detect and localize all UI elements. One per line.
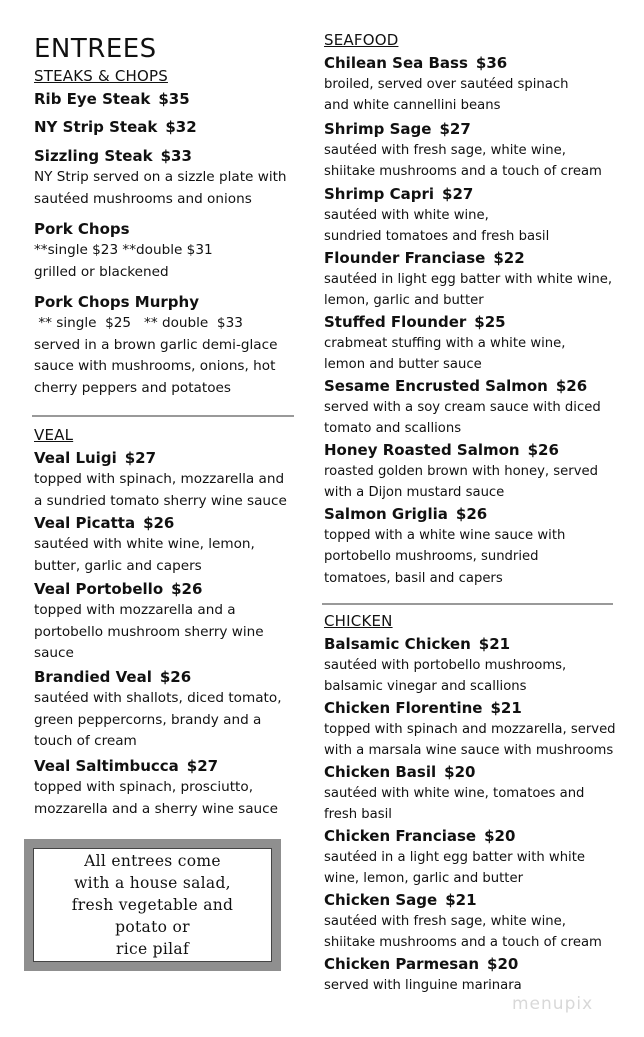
- menu-item-sesame-encrusted-salmon: [324, 376, 601, 440]
- item-name: Shrimp Sage: [324, 120, 432, 138]
- item-price: $20: [444, 763, 476, 781]
- menu-item-ny-strip-steak: [34, 117, 197, 138]
- item-description: served in a brown garlic demi-glace: [34, 336, 278, 353]
- menu-item-chicken-florentine: [324, 698, 616, 762]
- menu-item-rib-eye-steak: [34, 89, 190, 110]
- item-price: $21: [445, 891, 477, 909]
- item-name: Pork Chops Murphy: [34, 293, 199, 311]
- callout-line: All entrees come: [84, 852, 221, 870]
- item-description: sundried tomatoes and fresh basil: [324, 229, 550, 245]
- item-description: sautéed with white wine,: [324, 208, 489, 223]
- item-name: Shrimp Capri: [324, 185, 435, 203]
- item-name: Sizzling Steak: [34, 147, 153, 165]
- item-name: Veal Picatta: [34, 514, 136, 532]
- item-description: wine, lemon, garlic and butter: [324, 871, 523, 887]
- item-name: Sesame Encrusted Salmon: [324, 377, 548, 395]
- section-divider: [322, 603, 613, 605]
- item-price: $35: [158, 90, 190, 108]
- menu-item-veal-portobello: [34, 579, 264, 665]
- menu-item-honey-roasted-salmon: [324, 440, 598, 504]
- item-price: $32: [165, 118, 197, 136]
- item-name: Flounder Franciase: [324, 249, 486, 267]
- item-name: Veal Saltimbucca: [34, 757, 179, 775]
- item-name: Rib Eye Steak: [34, 90, 151, 108]
- item-price: $26: [555, 377, 588, 395]
- item-description: served with linguine marinara: [324, 978, 522, 993]
- item-name: Chicken Basil: [324, 763, 437, 781]
- item-description: sautéed in light egg batter with white wine,: [324, 272, 613, 287]
- menu-item-shrimp-capri: [324, 184, 549, 248]
- item-description: grilled or blackened: [34, 263, 169, 280]
- item-description: sautéed with portobello mushrooms,: [324, 658, 567, 673]
- item-description: lemon and butter sauce: [324, 357, 482, 373]
- item-description: a sundried tomato sherry wine sauce: [34, 492, 287, 509]
- item-description: with a Dijon mustard sauce: [324, 485, 505, 501]
- item-price: $27: [124, 449, 157, 467]
- section-heading-chicken: CHICKEN: [324, 612, 393, 630]
- item-name: Pork Chops: [34, 220, 130, 238]
- item-description: shiitake mushrooms and a touch of cream: [324, 935, 602, 951]
- item-description: sautéed with fresh sage, white wine,: [324, 914, 566, 929]
- item-description: sautéed with white wine, lemon,: [34, 536, 255, 552]
- item-description: sauce: [34, 645, 74, 661]
- item-price: $25: [474, 313, 506, 331]
- item-price: $21: [490, 699, 522, 717]
- item-description: mozzarella and a sherry wine sauce: [34, 800, 278, 817]
- section-heading-steaks-chops: STEAKS & CHOPS: [34, 67, 168, 85]
- menu-item-pork-chops-murphy: [34, 292, 277, 399]
- item-description: tomatoes, basil and capers: [324, 570, 503, 586]
- section-heading-seafood: SEAFOOD: [324, 31, 399, 49]
- item-description: cherry peppers and potatoes: [34, 379, 231, 396]
- menu-item-salmon-griglia: [324, 504, 565, 589]
- menu-item-chicken-franciase: [324, 826, 585, 890]
- menu-item-veal-picatta: [34, 513, 255, 577]
- menu-item-sizzling-steak: [34, 146, 287, 210]
- item-name: Balsamic Chicken: [324, 635, 471, 653]
- item-name: Brandied Veal: [34, 668, 152, 686]
- item-description: portobello mushroom sherry wine: [34, 623, 264, 640]
- item-name: Chicken Parmesan: [324, 955, 480, 973]
- item-price: $26: [171, 580, 203, 598]
- item-description: with a marsala wine sauce with mushrooms: [324, 743, 614, 759]
- item-name: Chilean Sea Bass: [324, 54, 468, 72]
- item-description: and white cannellini beans: [324, 98, 501, 114]
- section-heading-veal: VEAL: [34, 426, 74, 444]
- item-description: sautéed with white wine, tomatoes and: [324, 786, 585, 801]
- item-name: Veal Luigi: [34, 449, 117, 467]
- item-price: $36: [475, 54, 508, 72]
- item-price: $20: [487, 955, 519, 973]
- item-description: fresh basil: [324, 807, 392, 823]
- item-description: topped with spinach, mozzarella and: [34, 471, 285, 487]
- item-description: green peppercorns, brandy and a: [34, 711, 262, 728]
- item-price: $22: [493, 249, 525, 267]
- item-description: lemon, garlic and butter: [324, 293, 484, 309]
- menu-item-shrimp-sage: [324, 119, 602, 183]
- item-name: Veal Portobello: [34, 580, 164, 598]
- menu-item-stuffed-flounder: [324, 312, 565, 376]
- item-description: sautéed with fresh sage, white wine,: [324, 143, 566, 158]
- item-description: sautéed with shallots, diced tomato,: [34, 690, 282, 706]
- item-description: tomato and scallions: [324, 421, 462, 437]
- item-price: $20: [484, 827, 516, 845]
- page-title: ENTREES: [34, 34, 157, 64]
- item-price: $33: [160, 147, 192, 165]
- callout-line: rice pilaf: [116, 940, 189, 958]
- item-description: ** single $25 ** double $33: [34, 315, 243, 331]
- menu-item-veal-saltimbucca: [34, 756, 278, 820]
- watermark: menupix: [512, 994, 594, 1014]
- callout-line: potato or: [115, 918, 190, 936]
- item-description: crabmeat stuffing with a white wine,: [324, 336, 566, 351]
- item-price: $21: [478, 635, 511, 653]
- menu-item-chicken-parmesan: [324, 954, 522, 996]
- item-description: topped with mozzarella and a: [34, 602, 236, 618]
- menu-item-chicken-basil: [324, 762, 584, 826]
- item-description: shiitake mushrooms and a touch of cream: [324, 164, 602, 180]
- item-name: Salmon Griglia: [324, 505, 448, 523]
- item-description: butter, garlic and capers: [34, 557, 202, 574]
- item-price: $26: [159, 668, 192, 686]
- menu-item-flounder-franciase: [324, 248, 612, 312]
- item-description: sautéed mushrooms and onions: [34, 190, 252, 207]
- item-price: $27: [439, 120, 471, 138]
- menu-item-chilean-sea-bass: [324, 53, 568, 117]
- callout-line: with a house salad,: [74, 874, 231, 892]
- item-description: roasted golden brown with honey, served: [324, 464, 598, 479]
- menu-item-chicken-sage: [324, 890, 602, 954]
- item-description: portobello mushrooms, sundried: [324, 549, 539, 565]
- item-description: **single $23 **double $31: [34, 242, 213, 258]
- item-price: $27: [186, 757, 219, 775]
- item-name: Chicken Florentine: [324, 699, 483, 717]
- item-description: sauce with mushrooms, onions, hot: [34, 358, 276, 374]
- item-description: touch of cream: [34, 733, 137, 749]
- item-price: $27: [442, 185, 474, 203]
- item-price: $26: [143, 514, 175, 532]
- item-description: topped with spinach, prosciutto,: [34, 779, 254, 795]
- item-description: balsamic vinegar and scallions: [324, 679, 527, 695]
- item-name: Chicken Franciase: [324, 827, 477, 845]
- entree-includes-callout: [24, 839, 281, 971]
- item-description: served with a soy cream sauce with diced: [324, 400, 601, 415]
- item-description: broiled, served over sautéed spinach: [324, 77, 569, 92]
- menu-item-veal-luigi: [34, 448, 287, 512]
- menu-item-balsamic-chicken: [324, 634, 566, 698]
- item-price: $26: [455, 505, 488, 523]
- item-price: $26: [527, 441, 559, 459]
- item-name: Chicken Sage: [324, 891, 438, 909]
- item-description: topped with spinach and mozzarella, served: [324, 722, 616, 737]
- item-description: NY Strip served on a sizzle plate with: [34, 169, 287, 185]
- menu-item-brandied-veal: [34, 667, 282, 753]
- menu-item-pork-chops: [34, 219, 213, 283]
- callout-line: fresh vegetable and: [71, 896, 234, 914]
- item-description: sautéed in a light egg batter with white: [324, 850, 586, 865]
- item-name: NY Strip Steak: [34, 118, 158, 136]
- item-name: Stuffed Flounder: [324, 313, 467, 331]
- item-name: Honey Roasted Salmon: [324, 441, 520, 459]
- item-description: topped with a white wine sauce with: [324, 528, 566, 543]
- section-divider: [32, 415, 294, 417]
